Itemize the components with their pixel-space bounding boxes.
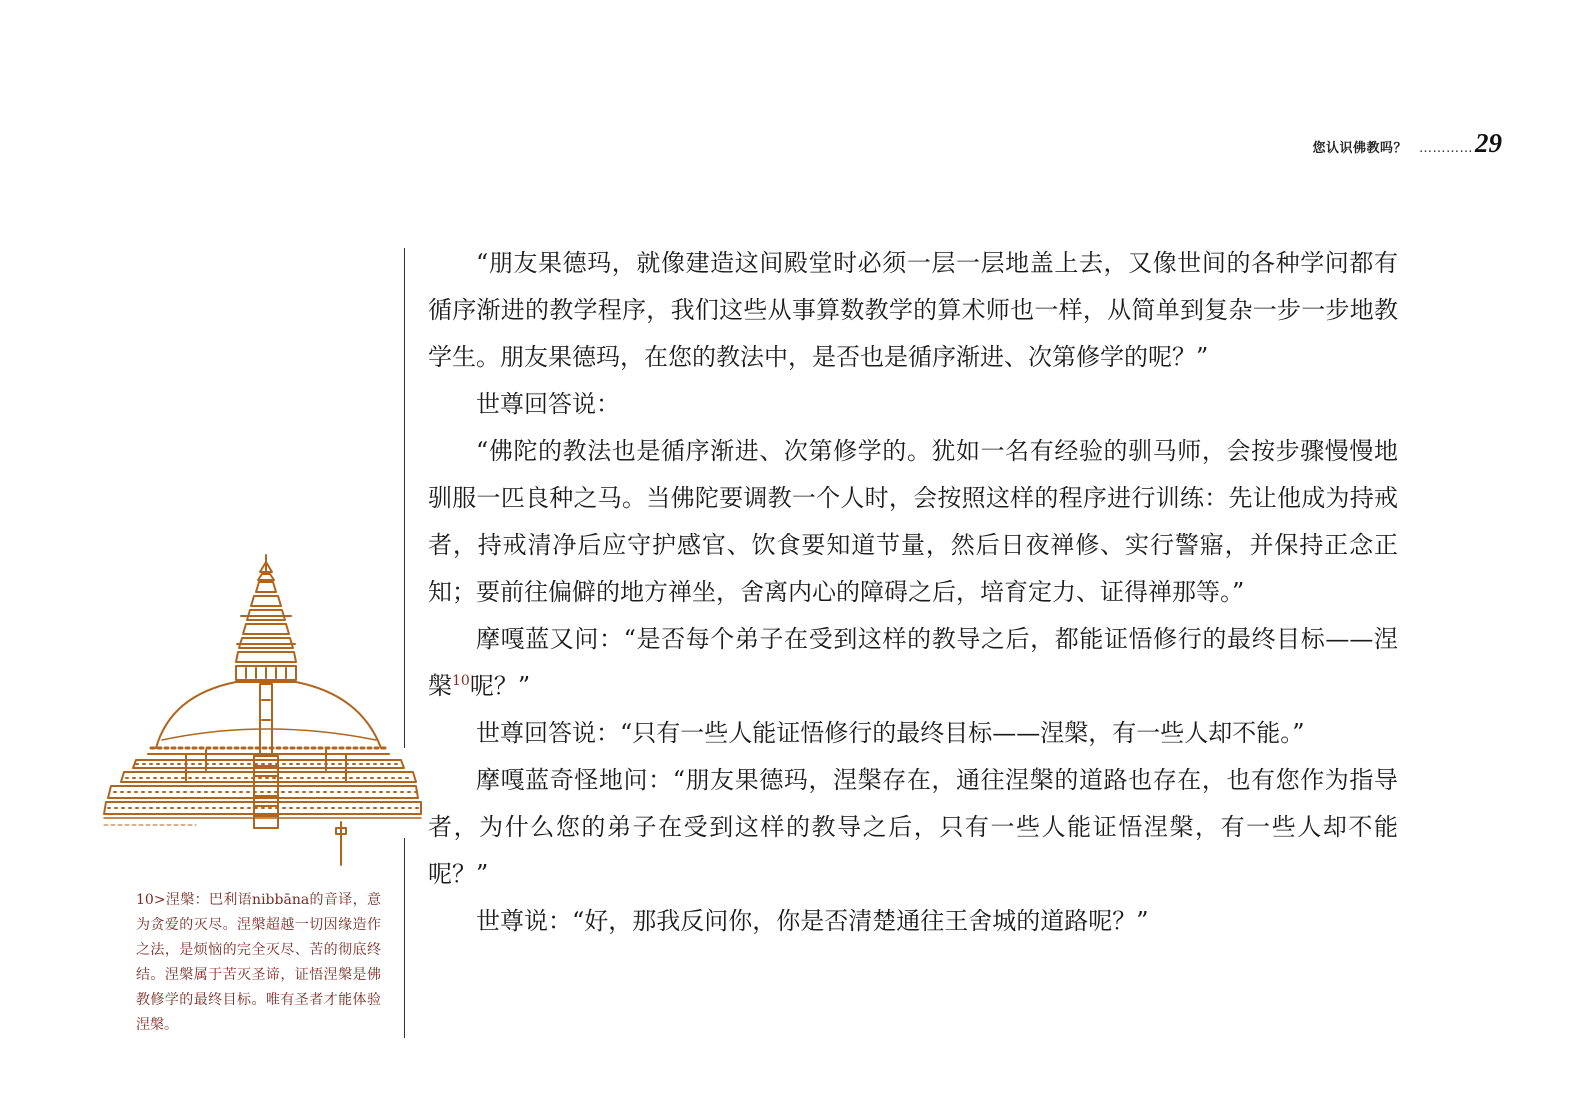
dome: [156, 682, 381, 748]
spire: [236, 582, 296, 680]
running-title: 您认识佛教吗？: [1312, 141, 1407, 156]
question-text: 摩嘎蓝又问：“是否每个弟子在受到这样的教导之后，都能证悟修行的最终目标——涅槃: [428, 625, 1398, 700]
paragraph: 摩嘎蓝奇怪地问：“朋友果德玛，涅槃存在，通往涅槃的道路也存在，也有您作为指导者，为什么您的弟子在受到这样的教导之后，只有一些人能证悟涅槃，有一些人却不能呢？”: [428, 766, 1398, 888]
paragraph-question: [428, 616, 1398, 710]
main-text: [428, 240, 1398, 945]
paragraph: 世尊说：“好，那我反问你，你是否清楚通往王舍城的道路呢？”: [476, 907, 1149, 935]
terraces: [104, 760, 421, 818]
paragraph: “朋友果德玛，就像建造这间殿堂时必须一层一层地盖上去，又像世间的各种学问都有循序渐进的教学程序，我们这些从事算数教学的算术师也一样，从简单到复杂一步一步地教学生。朋友果德玛，在您的教法中，是否也是循序渐进、次第修学的呢？”: [428, 249, 1398, 371]
footnote-ref[interactable]: 10: [452, 673, 470, 689]
paragraph: 世尊回答说：“只有一些人能证悟修行的最终目标——涅槃，有一些人却不能。”: [476, 719, 1305, 747]
paragraph: “佛陀的教法也是循序渐进、次第修学的。犹如一名有经验的驯马师，会按步骤慢慢地驯服一匹良种之马。当佛陀要调教一个人时，会按照这样的程序进行训练：先让他成为持戒者，持戒清净后应守护感官、饮食要知道节量，然后日夜禅修、实行警寤，并保持正念正知；要前往偏僻的地方禅坐，舍离内心的障碍之后，培育定力、证得禅那等。”: [428, 437, 1398, 606]
finial-cap: [258, 574, 274, 580]
leader-dots: …………: [1419, 141, 1473, 156]
paragraph: 世尊回答说：: [476, 390, 620, 418]
question-text-end: 呢？”: [469, 672, 531, 700]
footnote: 10>涅槃：巴利语nibbāna的音译，意为贪爱的灭尽。涅槃超越一切因缘造作之法，是烦恼的完全灭尽、苦的彻底终结。涅槃属于苦灭圣谛，证悟涅槃是佛教修学的最终目标。唯有圣者才能体验涅槃。: [136, 892, 381, 1033]
stupa-illustration: [96, 550, 431, 870]
page-number: 29: [1475, 128, 1502, 158]
running-header: [1312, 128, 1502, 159]
